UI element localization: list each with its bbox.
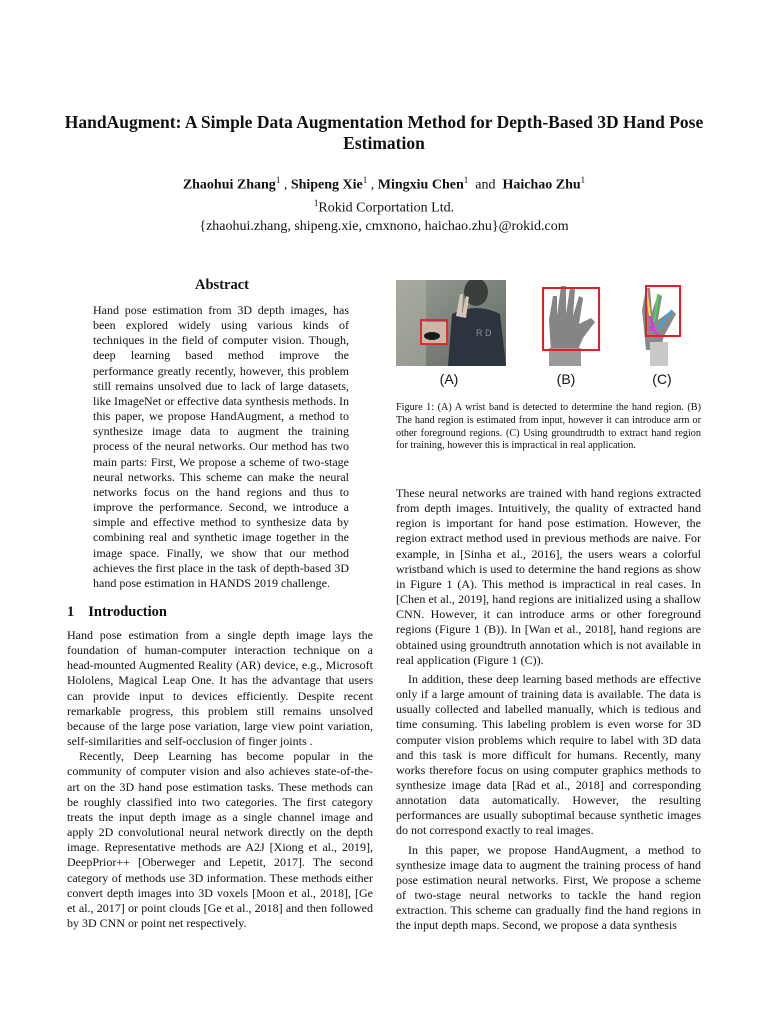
abstract-text: Hand pose estimation from 3D depth images, has been explored widely using various kinds of techniques in the field of computer vision. Though, deep learning based method improve the performance greatly recently, however, this problem still remains unsolved due to lack of large datasets, like ImageNet or effective data synthesis methods. In this paper, we propose HandAugment, a method to synthesize image data to augment the training process of the neural networks. Our method has two main parts: First, We propose a scheme of two-stage neural networks. This scheme can make the neural networks focus on the hand regions and thus to improve the performance. Second, we introduce a simple and effective method to synthesize data by combining real and synthetic image together in the image space. Finally, we show that our method achieves the first place in the task of depth-based 3D hand pose estimation in HANDS 2019 challenge. (93, 303, 349, 590)
svg-text:R D: R D (476, 328, 492, 338)
figure-panel-b-depth (533, 280, 613, 366)
body-paragraph: In addition, these deep learning based methods are effective only if a large amount of training data is available. The data is usually collected and labelled manually, which is tedious and time consuming. This labeling problem is even worse for 3D computer vision problems which require to label with 3D data and this task is more difficult for humans. Recently, many works therefore focus on using computer graphics methods to synthesize image data [Rad et al., 2018] and corresponding annotation data automatically. However, the resulting performances are usually suboptimal because synthetic images do not correspond exactly to real images. (396, 671, 701, 838)
figure-panel-a-photo (396, 280, 506, 366)
intro-column (67, 628, 373, 931)
figure-panel-c-annotated (628, 280, 698, 366)
author-and: and (475, 177, 496, 193)
author-sup: 1 (275, 175, 281, 185)
author-separator: , (283, 177, 288, 193)
body-paragraph: In this paper, we propose HandAugment, a method to synthesize image data to augment the training process of hand pose estimation neural networks. First, We propose a scheme of two-stage neural networks to tackle the hand region extraction. This scheme can gradually find the hand regions in the input depth maps. Second, we propose a data synthesis (396, 842, 701, 933)
abstract-heading: Abstract (195, 277, 249, 293)
section-heading (67, 604, 167, 621)
affiliation-sup: 1 (313, 198, 319, 208)
author-sup: 1 (580, 175, 586, 185)
intro-paragraph: Recently, Deep Learning has become popular in the community of computer vision and also achieves state-of-the-art on the 3D hand pose estimation tasks. These methods can be roughly classified into two categories. The first category treats the input depth image as a single channel image and apply 2D convolutional neural network directly on the depth image. Representative methods are A2J [Xiong et al., 2019], DeepPrior++ [Oberweger and Lepetit, 2017]. The second category of methods use 3D information. These methods either convert depth images into 3D voxels [Moon et al., 2018], [Ge et al., 2017] or point clouds [Ge et al., 2018] and then followed by 3D CNN or point net respectively. (67, 749, 373, 930)
body-paragraph: These neural networks are trained with hand regions extracted from depth images. Intuitively, the quality of extracted hand region is important for hand pose estimation. However, the region extract method used in previous methods are naive. For example, in [Sinha et al., 2016], the users wears a colorful wristband which is used to determine the hand regions as show in Figure 1 (A). This method is impractical in real cases. In [Chen et al., 2019], hand regions are initialized using a shallow CNN. However, it can introduce arms or other foreground regions (Figure 1 (B)). In [Wan et al., 2018], hand regions are obtained using groundtruth annotation which is not available in real application (Figure 1 (C)). (396, 486, 701, 667)
author-name: Mingxiu Chen (377, 177, 464, 193)
author-name: Zhaohui Zhang (182, 177, 276, 193)
right-column (396, 486, 701, 934)
paper-title: HandAugment: A Simple Data Augmentation Method for Depth-Based 3D Hand Pose Estimation (64, 112, 704, 153)
section-title: Introduction (88, 604, 167, 620)
figure-label-b: (B) (556, 371, 576, 387)
section-number: 1 (67, 604, 75, 620)
affiliation (40, 198, 728, 217)
author-sup: 1 (362, 175, 368, 185)
author-separator: , (370, 177, 375, 193)
figure-caption: Figure 1: (A) A wrist band is detected to determine the hand region. (B) The hand region is estimated from input, however it can introduce arm or other foreground regions. (C) Using groundtrudth to extract hand region for training, however this is impractical in real application. (396, 402, 701, 452)
affiliation-name: Rokid Corportation Ltd. (318, 200, 455, 216)
figure-label-a: (A) (439, 371, 459, 387)
figure-label-c: (C) (652, 371, 672, 387)
author-name: Haichao Zhu (502, 177, 581, 193)
author-name: Shipeng Xie (290, 177, 363, 193)
author-emails: {zhaohui.zhang, shipeng.xie, cmxnono, haichao.zhu}@rokid.com (199, 219, 569, 234)
author-list (40, 175, 728, 194)
author-sup: 1 (463, 175, 469, 185)
intro-paragraph: Hand pose estimation from a single depth image lays the foundation of human-computer interaction technique on a head-mounted Augmented Reality (AR) device, e.g., Microsoft Hololens, Magical Leap One. It has the advantage that users can provide input to devices efficiently. Despite recent remarkable progress, this problem still remains unsolved because of the large pose variation, large view point variation, self-similarities and self-occlusion of finger joints . (67, 628, 373, 749)
